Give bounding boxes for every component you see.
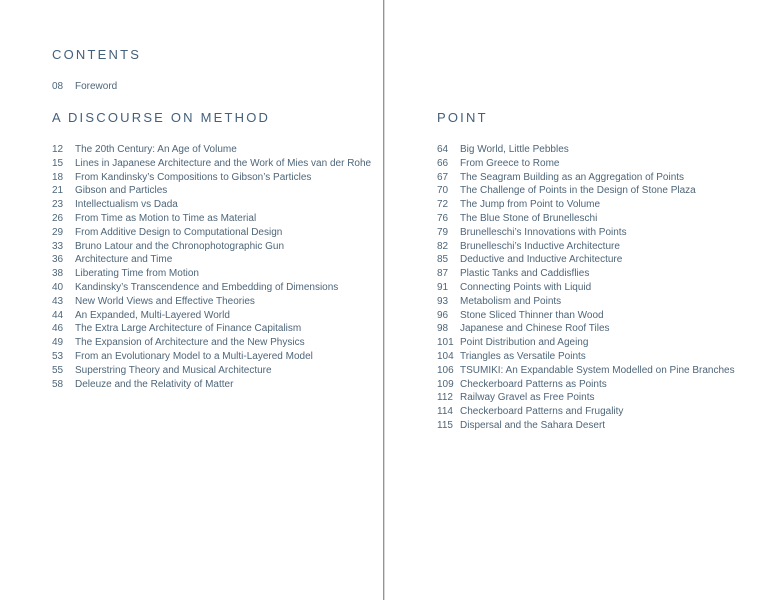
entry-title: Japanese and Chinese Roof Tiles [460,323,610,335]
entry-title: Plastic Tanks and Caddisflies [460,268,590,280]
entry-page-number: 91 [437,281,449,293]
entry-page-number: 58 [52,378,64,390]
entry-page-number: 40 [52,281,64,293]
entry-title: The Expansion of Architecture and the New Physics [75,337,305,349]
entry-page-number: 08 [52,81,64,92]
toc-entry [437,267,735,281]
toc-entry [437,322,735,336]
entry-title: New World Views and Effective Theories [75,295,255,307]
toc-entry [52,322,371,336]
entry-title: Checkerboard Patterns as Points [460,378,607,390]
entry-title: From Greece to Rome [460,157,560,169]
toc-entry [52,143,371,157]
entry-page-number: 36 [52,254,64,266]
entry-title: Brunelleschi’s Inductive Architecture [460,240,620,252]
toc-entry [437,226,735,240]
entry-page-number: 104 [437,350,454,362]
entry-page-number: 106 [437,364,454,376]
entry-page-number: 55 [52,364,64,376]
toc-entry [437,143,735,157]
page-gutter-divider [383,0,384,600]
entry-page-number: 70 [437,185,449,197]
entry-title: Liberating Time from Motion [75,268,199,280]
toc-entry [437,391,735,405]
entry-page-number: 38 [52,268,64,280]
entry-page-number: 76 [437,212,449,224]
entry-title: Point Distribution and Ageing [460,337,589,349]
entry-page-number: 21 [52,185,64,197]
entry-page-number: 112 [437,392,453,404]
entry-title: The 20th Century: An Age of Volume [75,144,237,155]
entry-page-number: 64 [437,144,449,155]
entry-title: An Expanded, Multi-Layered World [75,309,230,321]
entry-title: Foreword [75,81,118,92]
entry-page-number: 82 [437,240,449,252]
entry-page-number: 53 [52,350,64,362]
toc-entry [437,350,735,364]
entry-page-number: 49 [52,337,64,349]
entry-title: The Extra Large Architecture of Finance Capitalism [75,323,302,335]
entry-page-number: 23 [52,199,64,211]
toc-entry [52,157,371,171]
toc-entry [437,253,735,267]
toc-entry [437,240,735,254]
entry-page-number: 87 [437,268,449,280]
toc-entry [52,226,371,240]
entry-title: Bruno Latour and the Chronophotographic Gun [75,240,285,252]
section-heading-method: A DISCOURSE ON METHOD [52,110,271,125]
entry-title: Triangles as Versatile Points [460,350,586,362]
entry-title: Lines in Japanese Architecture and the Work of Mies van der Rohe [75,157,372,169]
toc-entry [437,171,735,185]
entry-title: The Jump from Point to Volume [460,199,601,211]
toc-entry [437,309,735,323]
entry-page-number: 93 [437,295,449,307]
entry-page-number: 12 [52,144,64,155]
entry-title: From an Evolutionary Model to a Multi-Layered Model [75,350,313,362]
entry-title: From Time as Motion to Time as Material [75,212,257,224]
toc-entry [437,405,735,419]
toc-entry [437,184,735,198]
toc-entry [52,240,371,254]
entry-page-number: 85 [437,254,449,266]
toc-entry [437,336,735,350]
entry-title: Superstring Theory and Musical Architecture [75,364,272,376]
entry-title: Deleuze and the Relativity of Matter [75,378,234,390]
toc-entry [52,295,371,309]
toc-entry [52,281,371,295]
toc-entry [437,295,735,309]
entry-title: From Additive Design to Computational Design [75,226,283,238]
entry-title: The Blue Stone of Brunelleschi [460,212,598,224]
entry-page-number: 98 [437,323,449,335]
toc-entry [437,364,735,378]
toc-entry [52,378,371,392]
entry-page-number: 66 [437,157,449,169]
entry-title: Connecting Points with Liquid [460,281,592,293]
entry-page-number: 67 [437,171,449,183]
entry-title: TSUMIKI: An Expandable System Modelled on Pine Branches [460,364,735,376]
entry-page-number: 18 [52,171,64,183]
entry-page-number: 43 [52,295,64,307]
toc-entry [52,184,371,198]
entry-page-number: 79 [437,226,449,238]
entry-page-number: 101 [437,337,454,349]
toc-entry [437,198,735,212]
entry-title: Big World, Little Pebbles [460,144,569,155]
entry-page-number: 33 [52,240,64,252]
entry-title: Railway Gravel as Free Points [460,392,595,404]
entry-page-number: 46 [52,323,64,335]
toc-entry [52,198,371,212]
toc-entry [437,212,735,226]
entry-page-number: 26 [52,212,64,224]
entry-page-number: 96 [437,309,449,321]
contents-title: CONTENTS [52,47,142,62]
toc-entry [52,309,371,323]
toc-entry [52,267,371,281]
toc-entry [437,378,735,392]
entry-title: Kandinsky’s Transcendence and Embedding of Dimensions [75,281,339,293]
section-heading-point: POINT [437,110,488,125]
entry-title: Checkerboard Patterns and Frugality [460,406,624,418]
toc-entry [52,253,371,267]
entry-page-number: 44 [52,309,64,321]
toc-entry [52,212,371,226]
entry-title: Intellectualism vs Dada [75,199,178,211]
entry-title: From Kandinsky’s Compositions to Gibson’s Particles [75,171,312,183]
toc-entry [52,364,371,378]
toc-entry [437,281,735,295]
entry-title: Metabolism and Points [460,295,562,307]
entry-page-number: 109 [437,378,454,390]
entry-page-number: 29 [52,226,64,238]
entry-title: The Seagram Building as an Aggregation of Points [460,171,685,183]
entry-title: Brunelleschi’s Innovations with Points [460,226,627,238]
entry-page-number: 114 [437,406,453,418]
entry-title: Stone Sliced Thinner than Wood [460,309,604,321]
toc-entry [437,419,735,433]
entry-title: Deductive and Inductive Architecture [460,254,623,266]
toc-entry [437,157,735,171]
entry-title: Gibson and Particles [75,185,168,197]
toc-entry [52,350,371,364]
foreword-entry [52,80,117,94]
entry-page-number: 15 [52,157,64,169]
toc-entry [52,336,371,350]
entry-title: Dispersal and the Sahara Desert [460,419,606,431]
entry-page-number: 72 [437,199,449,211]
entry-page-number: 115 [437,419,453,431]
toc-list-method [52,143,371,391]
entry-title: Architecture and Time [75,254,173,266]
toc-list-point [437,143,735,433]
toc-entry [52,171,371,185]
entry-title: The Challenge of Points in the Design of Stone Plaza [460,185,696,197]
